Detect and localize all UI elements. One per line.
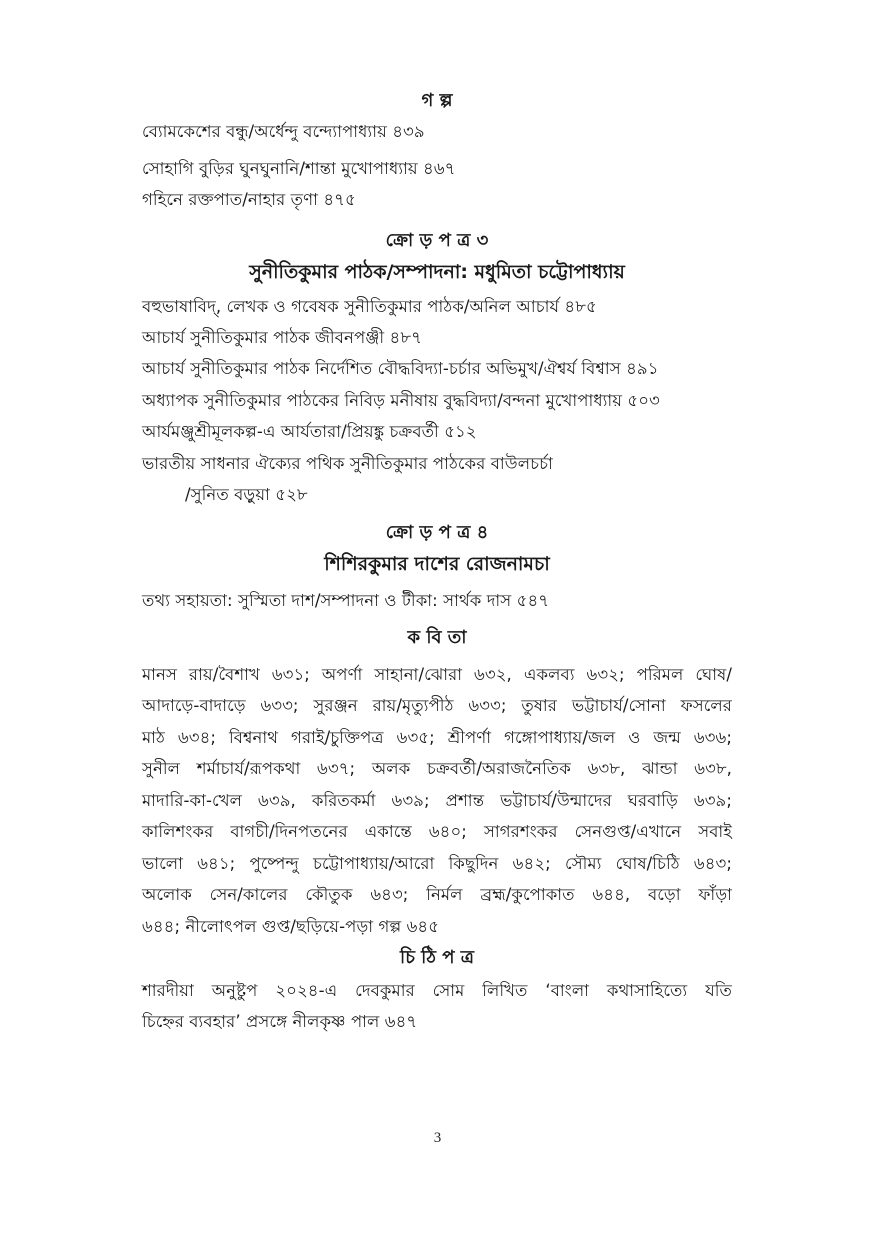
- poem-list-line: ভালো ৬৪১; পুষ্পেন্দু চট্টোপাধ্যায়/আরো কিছুদিন ৬৪২; সৌম্য ঘোষ/চিঠি ৬৪৩;: [142, 854, 732, 873]
- letters-entry-line: চিহ্নের ব্যবহার’ প্রসঙ্গে নীলকৃষ্ণ পাল ৬৪৭: [142, 1012, 418, 1031]
- contents-entry: ভারতীয় সাধনার ঐক্যের পথিক সুনীতিকুমার পাঠকের বাউলচর্চা: [142, 454, 553, 473]
- poem-list-line: অলোক সেন/কালের কৌতুক ৬৪৩; নির্মল ব্রহ্ম/কুপোকাত ৬৪৪, বড়ো ফাঁড়া: [142, 885, 732, 904]
- poem-list-line: সুনীল শর্মাচার্য/রূপকথা ৬৩৭; অলক চক্রবর্তী/অরাজনৈতিক ৬৩৮, ঝান্ডা ৬৩৮,: [142, 759, 732, 778]
- contents-entry: সোহাগি বুড়ির ঘুনঘুনানি/শান্তা মুখোপাধ্যায় ৪৬৭: [142, 159, 456, 178]
- section-heading-kobita: ক বি তা: [407, 627, 467, 648]
- contents-entry: আচার্য সুনীতিকুমার পাঠক জীবনপঞ্জী ৪৮৭: [142, 328, 422, 347]
- section-heading-krorpotro-4: ক্রো ড় প ত্র ৪: [385, 522, 489, 543]
- letters-entry-line: শারদীয়া অনুষ্টুপ ২০২৪-এ দেবকুমার সোম লিখিত ‘বাংলা কথাসাহিত্যে যতি: [142, 981, 732, 1000]
- poem-list-line: মানস রায়/বৈশাখ ৬৩১; অপর্ণা সাহানা/ঝোরা ৬৩২, একলব্য ৬৩২; পরিমল ঘোষ/: [142, 665, 732, 684]
- section-subheading-krorpotro-3: সুনীতিকুমার পাঠক/সম্পাদনা: মধুমিতা চট্টোপাধ্যায়: [249, 261, 625, 283]
- contents-entry: বহুভাষাবিদ্, লেখক ও গবেষক সুনীতিকুমার পাঠক/অনিল আচার্য ৪৮৫: [142, 297, 597, 316]
- poem-list-line: মাঠ ৬৩৪; বিশ্বনাথ গরাই/চুক্তিপত্র ৬৩৫; শ্রীপর্ণা গঙ্গোপাধ্যায়/জল ও জন্ম ৬৩৬;: [142, 728, 732, 747]
- contents-entry-continuation: /সুনিত বড়ুয়া ৫২৮: [185, 485, 308, 504]
- contents-entry: অধ্যাপক সুনীতিকুমার পাঠকের নিবিড় মনীষায় বুদ্ধবিদ্যা/বন্দনা মুখোপাধ্যায় ৫০৩: [142, 391, 660, 410]
- section-heading-golpo: গ ল্প: [421, 90, 453, 111]
- poem-list-line: আদাড়ে-বাদাড়ে ৬৩৩; সুরঞ্জন রায়/মৃত্যুপীঠ ৬৩৩; তুষার ভট্টাচার্য/সোনা ফসলের: [142, 696, 732, 715]
- page-number: 3: [433, 1130, 442, 1146]
- section-heading-krorpotro-3: ক্রো ড় প ত্র ৩: [385, 230, 489, 251]
- contents-entry: ব্যোমকেশের বন্ধু/অর্ধেন্দু বন্দ্যোপাধ্যায় ৪৩৯: [142, 122, 425, 141]
- section-subheading-krorpotro-4: শিশিরকুমার দাশের রোজনামচা: [324, 553, 550, 575]
- poem-list-line: কালিশংকর বাগচী/দিনপতনের একান্তে ৬৪০; সাগরশংকর সেনগুপ্ত/এখানে সবাই: [142, 822, 732, 841]
- contents-entry: আর্যমঞ্জুশ্রীমূলকল্প-এ আর্যতারা/প্রিয়ঙ্কু চক্রবর্তী ৫১২: [142, 422, 477, 441]
- poem-list-line: মাদারি-কা-খেল ৬৩৯, করিতকর্মা ৬৩৯; প্রশান্ত ভট্টাচার্য/উন্মাদের ঘরবাড়ি ৬৩৯;: [142, 791, 732, 810]
- contents-entry: আচার্য সুনীতিকুমার পাঠক নির্দেশিত বৌদ্ধবিদ্যা-চর্চার অভিমুখ/ঐশ্বর্য বিশ্বাস ৪৯১: [142, 359, 659, 378]
- contents-entry: তথ্য সহায়তা: সুস্মিতা দাশ/সম্পাদনা ও টীকা: সার্থক দাস ৫৪৭: [142, 591, 550, 610]
- section-heading-chithipotro: চি ঠি প ত্র: [400, 947, 474, 968]
- contents-entry: গহিনে রক্তপাত/নাহার তৃণা ৪৭৫: [142, 190, 356, 209]
- poem-list-line: ৬৪৪; নীলোৎপল গুপ্ত/ছড়িয়ে-পড়া গল্প ৬৪৫: [142, 917, 440, 936]
